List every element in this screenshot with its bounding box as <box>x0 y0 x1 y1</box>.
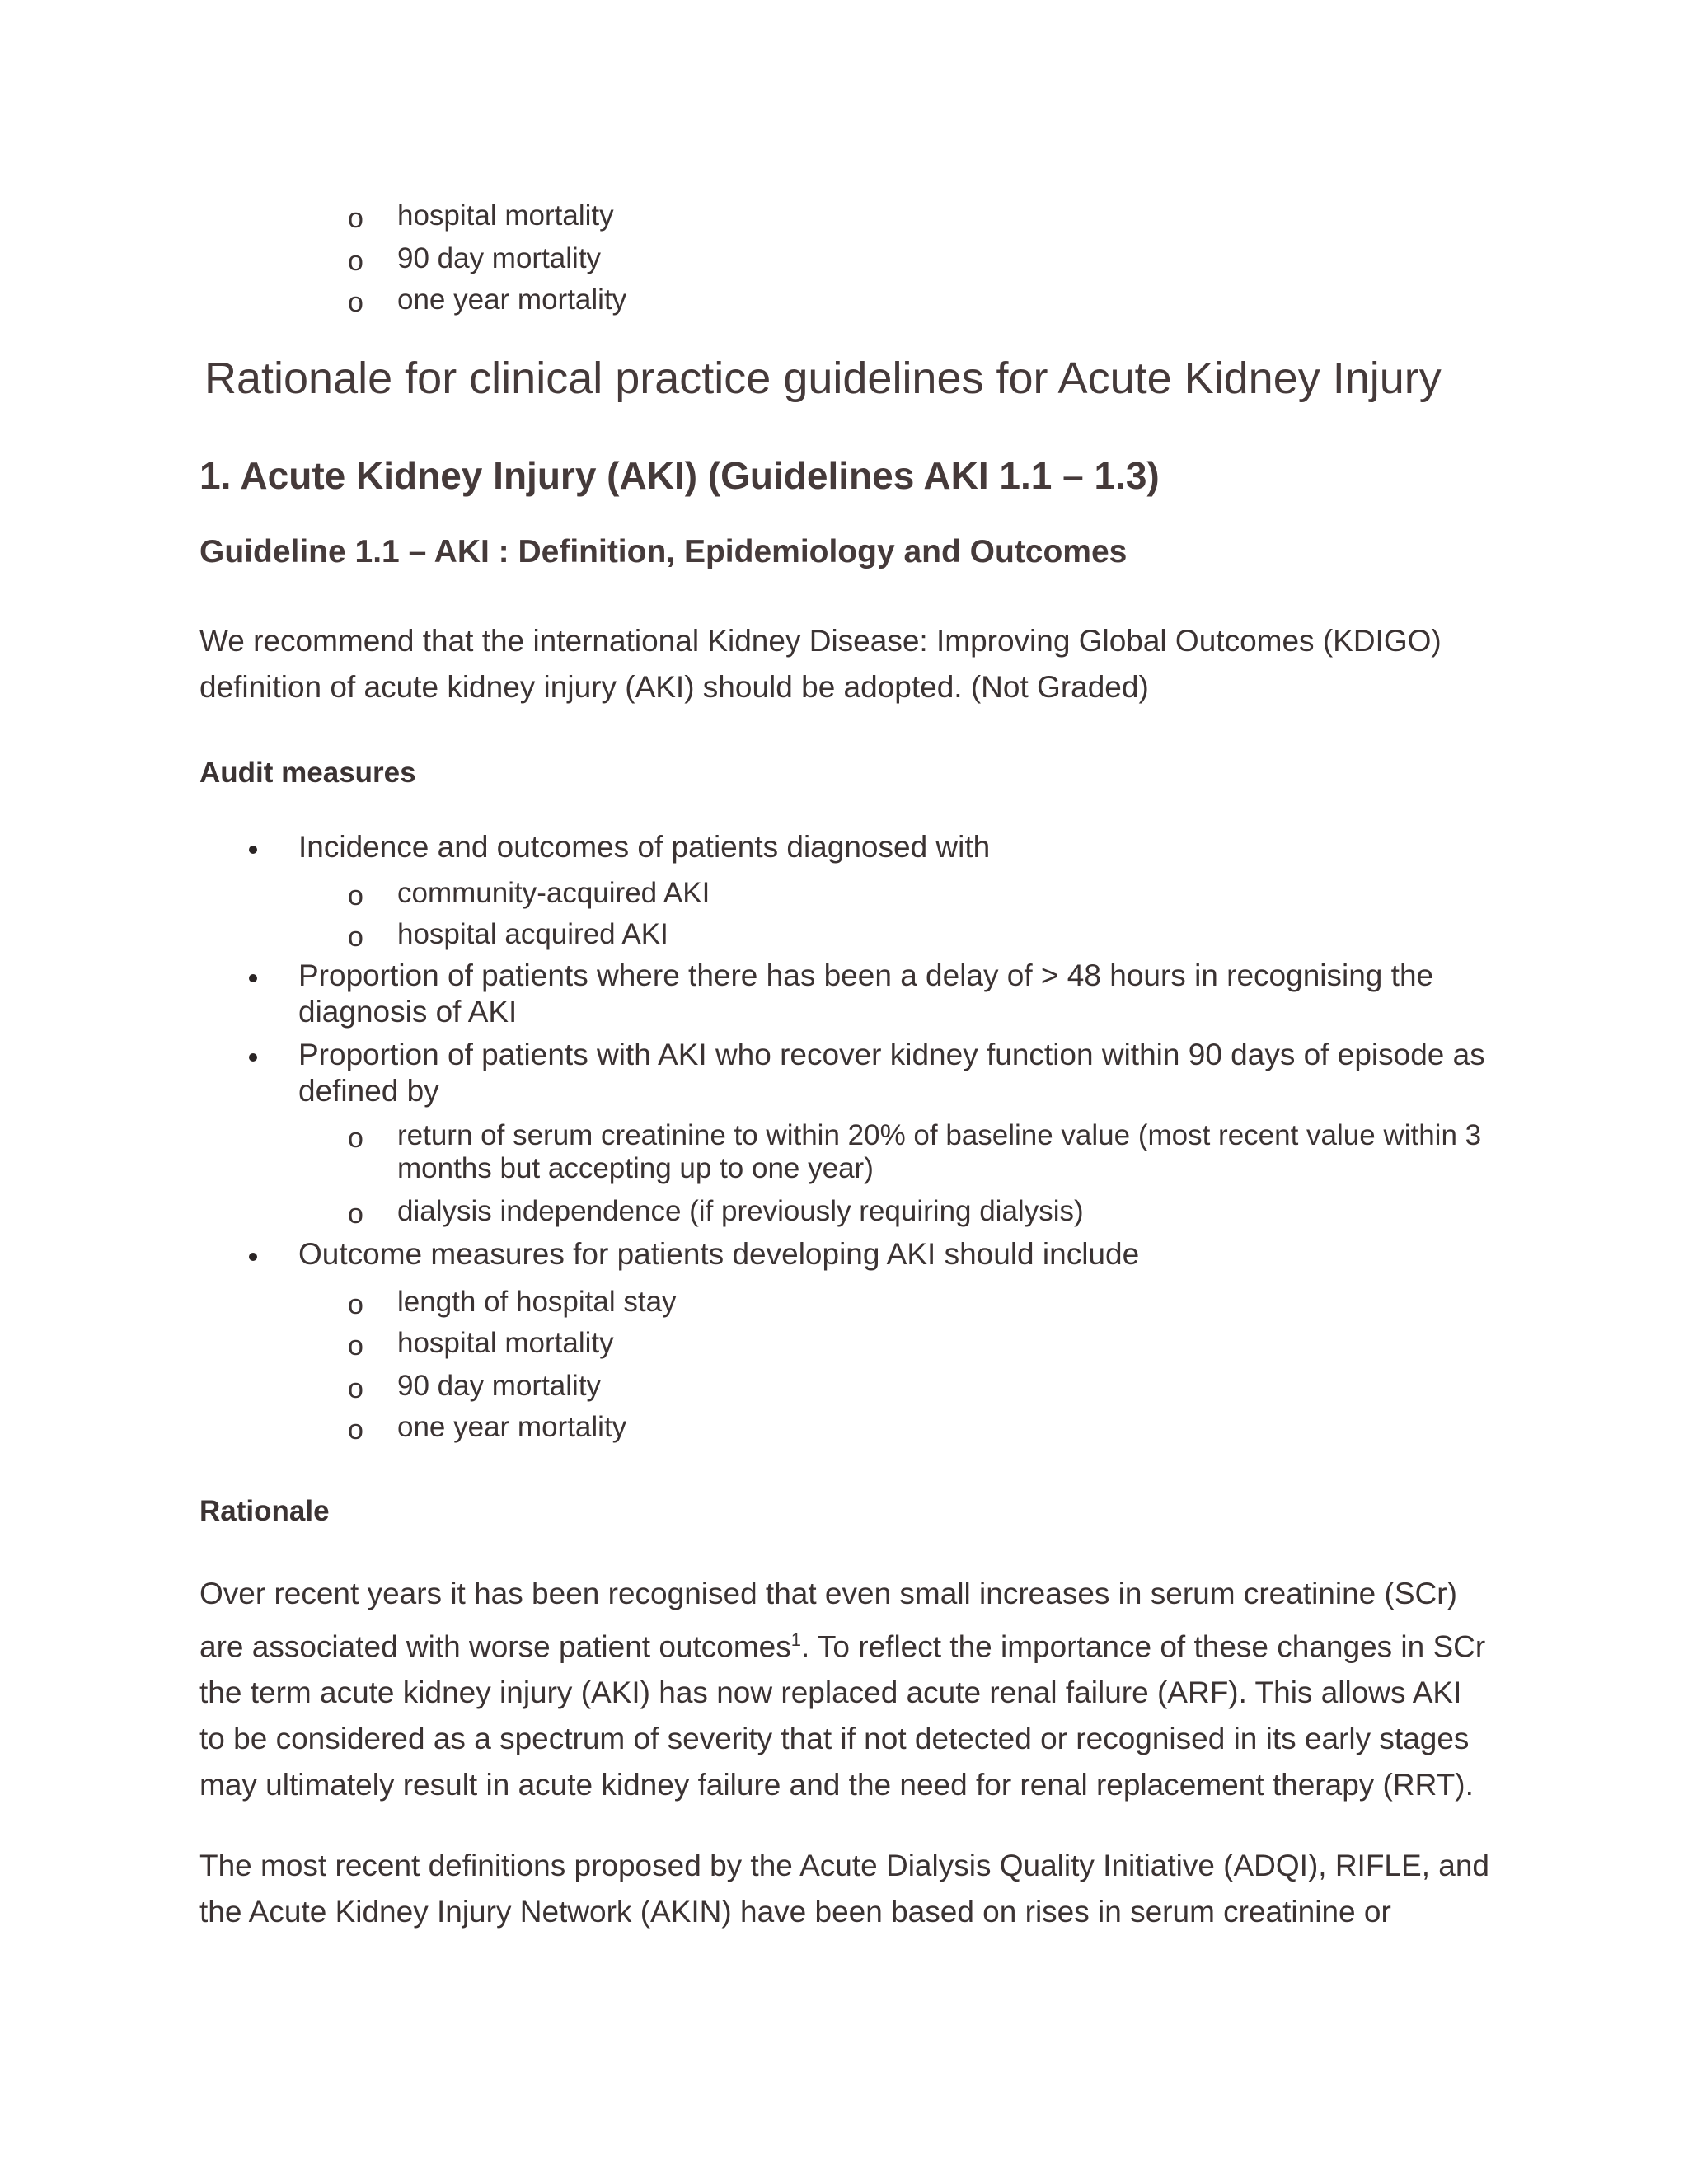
paragraph-line: The most recent definitions proposed by the Acute Dialysis Quality Initiative (ADQI), RIFLE, and <box>199 1849 1489 1882</box>
footnote-ref[interactable]: 1 <box>790 1629 802 1650</box>
sub-bullet-marker: o <box>348 1198 363 1230</box>
list-item: length of hospital stay <box>397 1286 677 1318</box>
sub-bullet-marker: o <box>348 203 363 234</box>
paragraph-line: the Acute Kidney Injury Network (AKIN) have been based on rises in serum creatinine or <box>199 1895 1391 1929</box>
paragraph-line: definition of acute kidney injury (AKI) should be adopted. (Not Graded) <box>199 670 1149 704</box>
bullet-dot <box>249 1053 257 1062</box>
sub-bullet-marker: o <box>348 246 363 277</box>
list-item: one year mortality <box>397 284 627 316</box>
sub-bullet-marker: o <box>348 1414 363 1446</box>
sub-bullet-marker: o <box>348 880 363 912</box>
list-item: hospital mortality <box>397 1327 614 1359</box>
document-title: Rationale for clinical practice guidelines for Acute Kidney Injury <box>204 354 1442 403</box>
paragraph-line: to be considered as a spectrum of severity that if not detected or recognised in its early stages <box>199 1722 1470 1756</box>
bullet-dot <box>249 846 257 854</box>
list-item: return of serum creatinine to within 20% of baseline value (most recent value within 3 months but accepting up to one year) <box>397 1119 1482 1184</box>
sub-bullet-marker: o <box>348 1122 363 1154</box>
paragraph-line <box>199 1617 1601 1670</box>
guideline-heading: Guideline 1.1 – AKI : Definition, Epidemiology and Outcomes <box>199 534 1128 569</box>
list-item: hospital mortality <box>397 199 614 232</box>
audit-heading: Audit measures <box>199 757 416 789</box>
recommendation-paragraph <box>199 618 1601 710</box>
rationale-paragraph-2 <box>199 1843 1601 1935</box>
sub-bullet-marker: o <box>348 287 363 318</box>
section-heading: 1. Acute Kidney Injury (AKI) (Guidelines AKI 1.1 – 1.3) <box>199 454 1160 497</box>
line-text: . To reflect the importance of these changes in SCr <box>801 1629 1486 1664</box>
audit-item-4: Outcome measures for patients developing AKI should include <box>298 1237 1140 1271</box>
audit-item-2: Proportion of patients where there has been a delay of > 48 hours in recognising the diagnosis of AKI <box>298 958 1434 1029</box>
sub-bullet-marker: o <box>348 921 363 953</box>
paragraph-line: the term acute kidney injury (AKI) has now replaced acute renal failure (ARF). This allows AKI <box>199 1675 1462 1710</box>
sub-bullet-marker: o <box>348 1289 363 1320</box>
list-item: one year mortality <box>397 1411 627 1443</box>
sub-bullet-marker: o <box>348 1373 363 1404</box>
paragraph-line: Over recent years it has been recognised that even small increases in serum creatinine (SCr) <box>199 1577 1457 1610</box>
list-item: dialysis independence (if previously requiring dialysis) <box>397 1195 1084 1227</box>
rationale-heading: Rationale <box>199 1495 330 1527</box>
rationale-paragraph-1 <box>199 1571 1601 1808</box>
paragraph-line: We recommend that the international Kidney Disease: Improving Global Outcomes (KDIGO) <box>199 624 1442 658</box>
bullet-dot <box>249 974 257 982</box>
sub-bullet-marker: o <box>348 1330 363 1361</box>
line-text: are associated with worse patient outcomes <box>199 1629 791 1664</box>
list-item: 90 day mortality <box>397 242 602 274</box>
paragraph-line: may ultimately result in acute kidney failure and the need for renal replacement therapy (RRT). <box>199 1768 1474 1802</box>
audit-item-1: Incidence and outcomes of patients diagnosed with <box>298 830 991 864</box>
list-item: hospital acquired AKI <box>397 918 668 950</box>
bullet-dot <box>249 1253 257 1261</box>
list-item: 90 day mortality <box>397 1370 602 1402</box>
audit-item-3: Proportion of patients with AKI who recover kidney function within 90 days of episode as defined by <box>298 1038 1485 1108</box>
list-item: community-acquired AKI <box>397 877 710 909</box>
